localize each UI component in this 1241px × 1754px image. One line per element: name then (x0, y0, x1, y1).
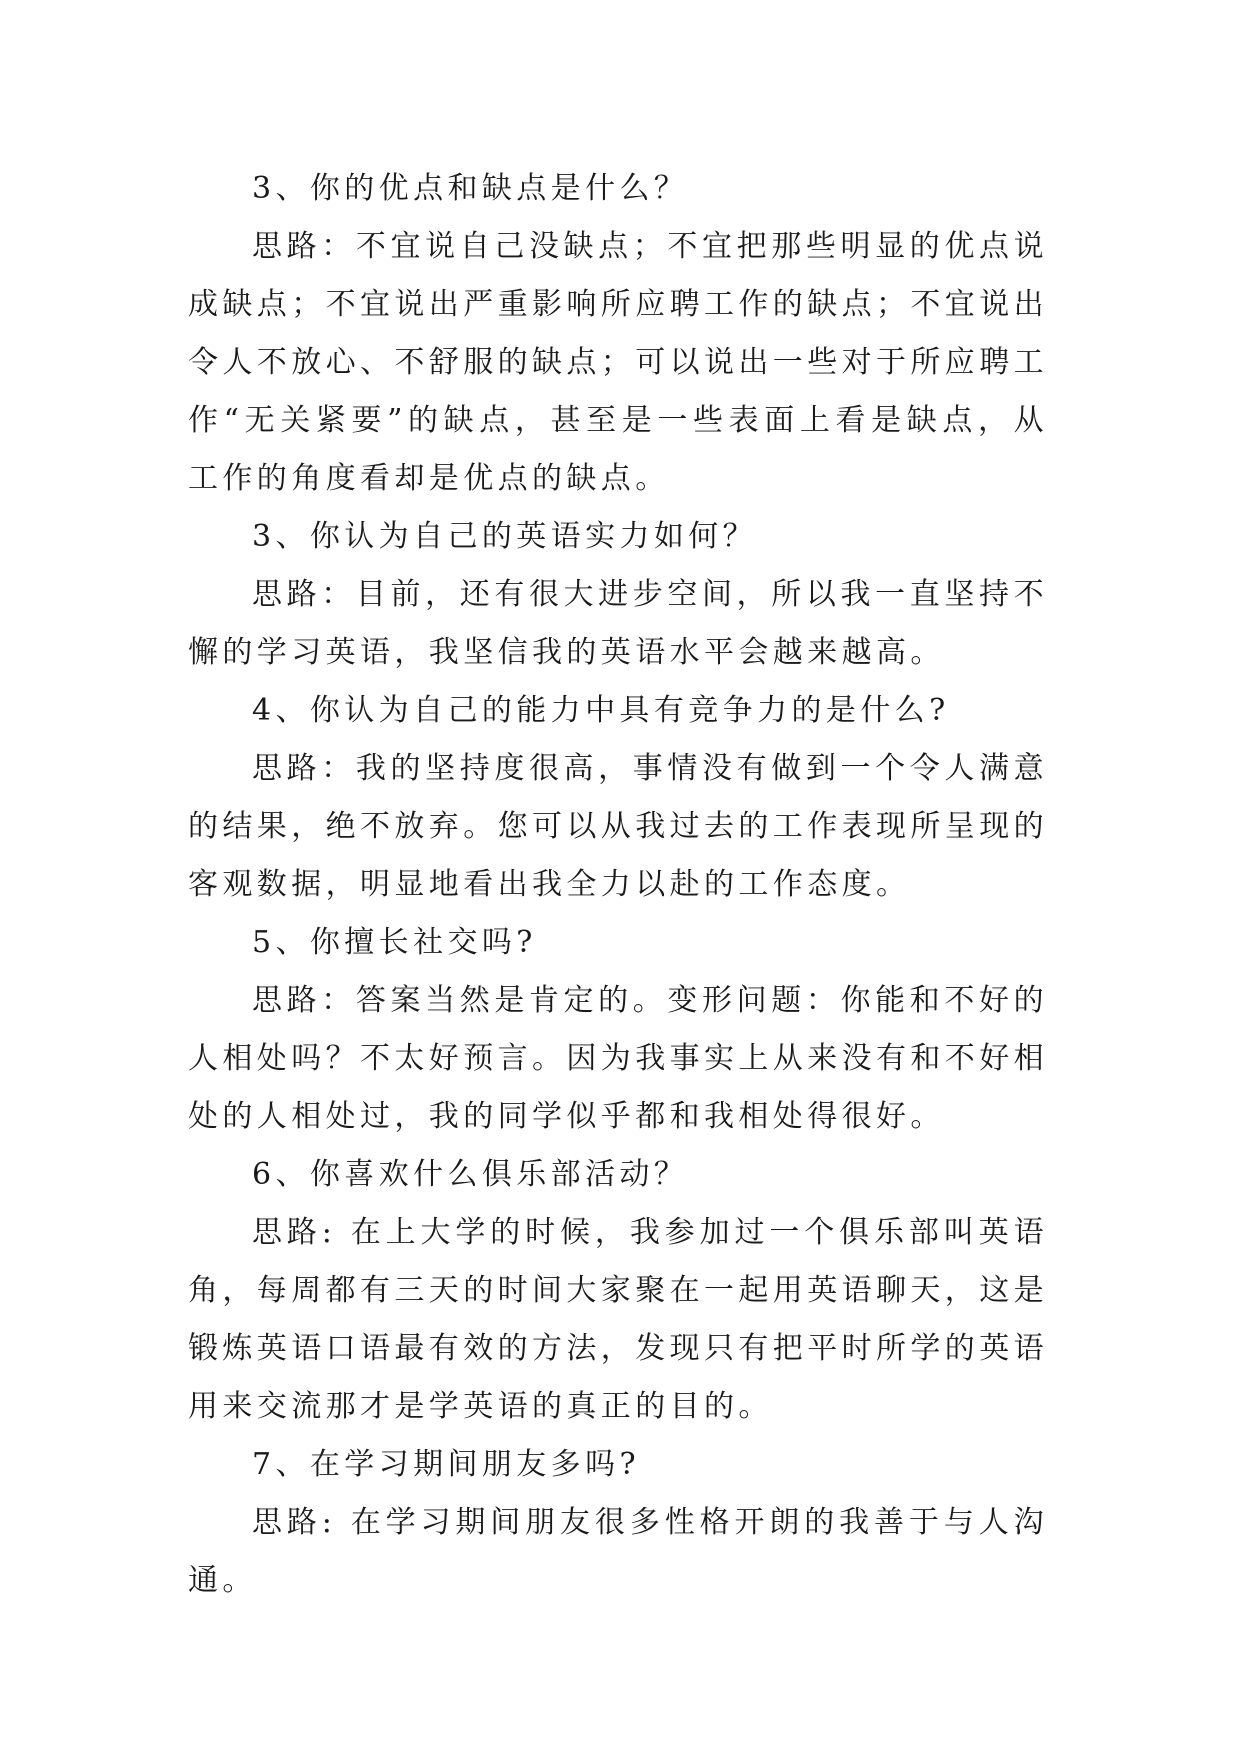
answer-3-english-ability: 思路：目前，还有很大进步空间，所以我一直坚持不懈的学习英语，我坚信我的英语水平会越来越高。 (188, 577, 1048, 670)
question-6-club-activities: 6、你喜欢什么俱乐部活动？ (252, 1157, 689, 1192)
question-3-strengths-weaknesses: 3、你的优点和缺点是什么？ (252, 171, 689, 206)
question-7-friends: 7、在学习期间朋友多吗? (252, 1447, 640, 1482)
answer-6-club-activities: 思路: 在上大学的时候，我参加过一个俱乐部叫英语角，每周都有三天的时间大家聚在一起用英语聊天，这是锻炼英语口语最有效的方法，发现只有把平时所学的英语用来交流那才是学英语的真正的目的。 (188, 1215, 1048, 1424)
answer-5-socializing: 思路：答案当然是肯定的。变形问题：你能和不好的人相处吗？不太好预言。因为我事实上从来没有和不好相处的人相处过，我的同学似乎都和我相处得很好。 (188, 983, 1048, 1134)
answer-4-competitive-ability: 思路：我的坚持度很高，事情没有做到一个令人满意的结果，绝不放弃。您可以从我过去的工作表现所呈现的客观数据，明显地看出我全力以赴的工作态度。 (188, 751, 1048, 902)
document-body (188, 160, 1048, 1610)
question-3-english-ability: 3、你认为自己的英语实力如何？ (252, 519, 758, 554)
question-4-competitive-ability: 4、你认为自己的能力中具有竞争力的是什么? (252, 693, 950, 728)
answer-7-friends: 思路: 在学习期间朋友很多性格开朗的我善于与人沟通。 (188, 1505, 1048, 1598)
question-5-socializing: 5、你擅长社交吗? (252, 925, 537, 960)
answer-3-strengths-weaknesses: 思路：不宜说自己没缺点；不宜把那些明显的优点说成缺点；不宜说出严重影响所应聘工作的缺点；不宜说出令人不放心、不舒服的缺点；可以说出一些对于所应聘工作“无关紧要”的缺点，甚至是一些表面上看是缺点，从工作的角度看却是优点的缺点。 (188, 229, 1048, 496)
